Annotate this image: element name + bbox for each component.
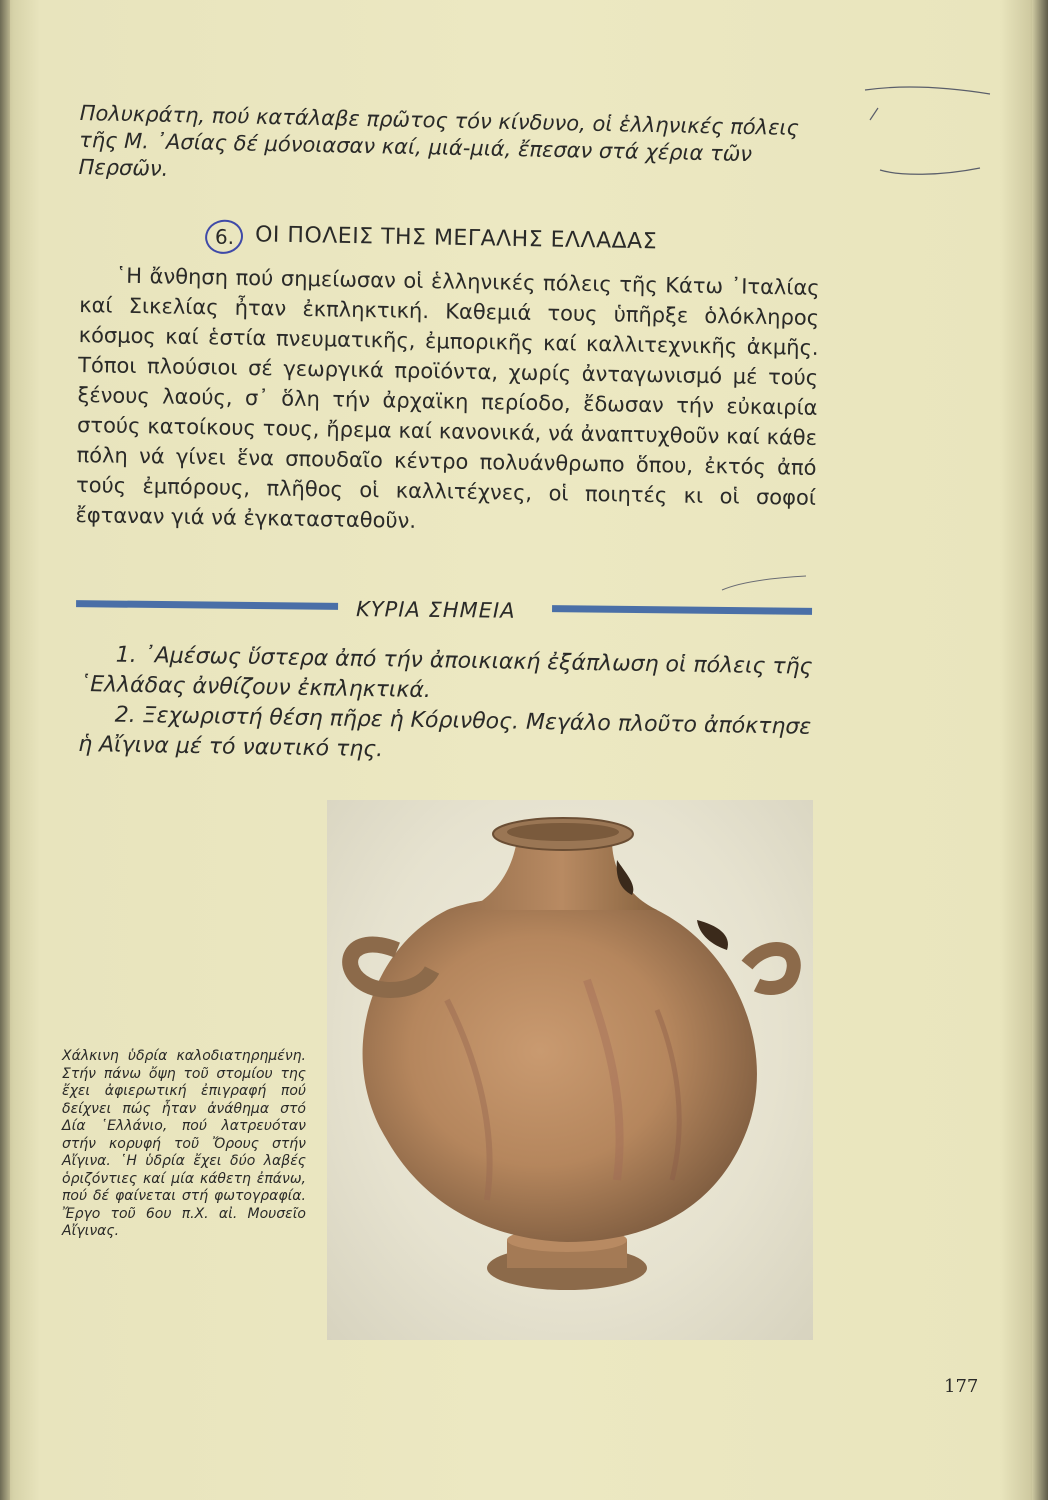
page-number: 177	[944, 1376, 979, 1397]
section-body	[75, 260, 820, 543]
rule-right	[552, 605, 812, 615]
key-points-title: ΚΥΡΙΑ ΣΗΜΕΙΑ	[355, 597, 516, 623]
figure-caption: Χάλκινη ὑδρία καλοδιατηρημένη. Στήν πάνω ὄψη τοῦ στομίου της ἔχει ἀφιερωτική ἐπιγραφή πού δείχνει πώς ἦταν ἀνάθημα στό Δία ῾Ελλάνιο, πού λατρευόταν στήν κορυφή τοῦ Ὄρους στήν Αἴγινα. ῾Η ὑδρία ἔχει δύο λαβές ὁριζόντιες καί μία κάθετη ἐπάνω, πού δέ φαίνεται στή φωτογραφία. Ἔργο τοῦ 6ου π.Χ. αἰ. Μουσεῖο Αἴγινας.	[62, 1048, 306, 1239]
section-number: 6.	[214, 224, 235, 249]
pen-mark-right	[860, 80, 1000, 190]
bronze-hydria-illustration	[327, 800, 813, 1340]
book-binding-edge	[0, 0, 10, 1500]
top-paragraph: Πολυκράτη, πού κατάλαβε πρῶτος τόν κίνδυνο, οἱ ἑλληνικές πόλεις τῆς Μ. ᾿Ασίας δέ μόνοιασαν καί, μιά-μιά, ἔπεσαν στά χέρια τῶν Περσῶν.	[78, 100, 800, 181]
key-point-item: 1. ᾿Αμέσως ὕστερα ἀπό τήν ἀποικιακή ἐξάπλωση οἱ πόλεις τῆς ῾Ελλάδας ἀνθίζουν ἐκπληκτικά.	[79, 642, 813, 704]
section-title: ΟΙ ΠΟΛΕΙΣ ΤΗΣ ΜΕΓΑΛΗΣ ΕΛΛΑΔΑΣ	[254, 222, 658, 255]
section-paragraph: ῾Η ἄνθηση πού σημείωσαν οἱ ἑλληνικές πόλεις τῆς Κάτω ᾿Ιταλίας καί Σικελίας ἦταν ἐκπληκτική. Καθεμιά τους ὑπῆρξε ὁλόκληρος κόσμος καί ἑστία πνευματικῆς, ἐμπορικῆς καί καλλιτεχνικῆς ἀκμῆς. Τόποι πλούσιοι σέ γεωργικά προϊόντα, χωρίς ἀνταγωνισμό μέ τούς ξένους λαούς, σ᾿ ὅλη τήν ἀρχαϊκη περίοδο, ἔδωσαν τήν εὐκαιρία στούς κατοίκους τους, ἤρεμα καί κανονικά, νά ἀναπτυχθοῦν καί κάθε πόλη νά γίνει ἕνα σπουδαῖο κέντρο πολυάνθρωπο ὅπου, ἐκτός ἀπό τούς ἐμπόρους, πλῆθος οἱ καλλιτέχνες, οἱ ποιητές κι οἱ σοφοί ἔφταναν γιά νά ἐγκατασταθοῦν.	[75, 263, 820, 533]
rule-left	[76, 600, 338, 610]
section-heading	[205, 215, 726, 268]
page-right-edge	[1032, 0, 1048, 1500]
hydria-photo	[327, 800, 813, 1340]
key-points-list	[78, 640, 820, 773]
key-point-item: 2. Ξεχωριστή θέση πῆρε ἡ Κόρινθος. Μεγάλο πλοῦτο ἀπόκτησε ἡ Αἴγινα μέ τό ναυτικό της.	[77, 702, 812, 763]
